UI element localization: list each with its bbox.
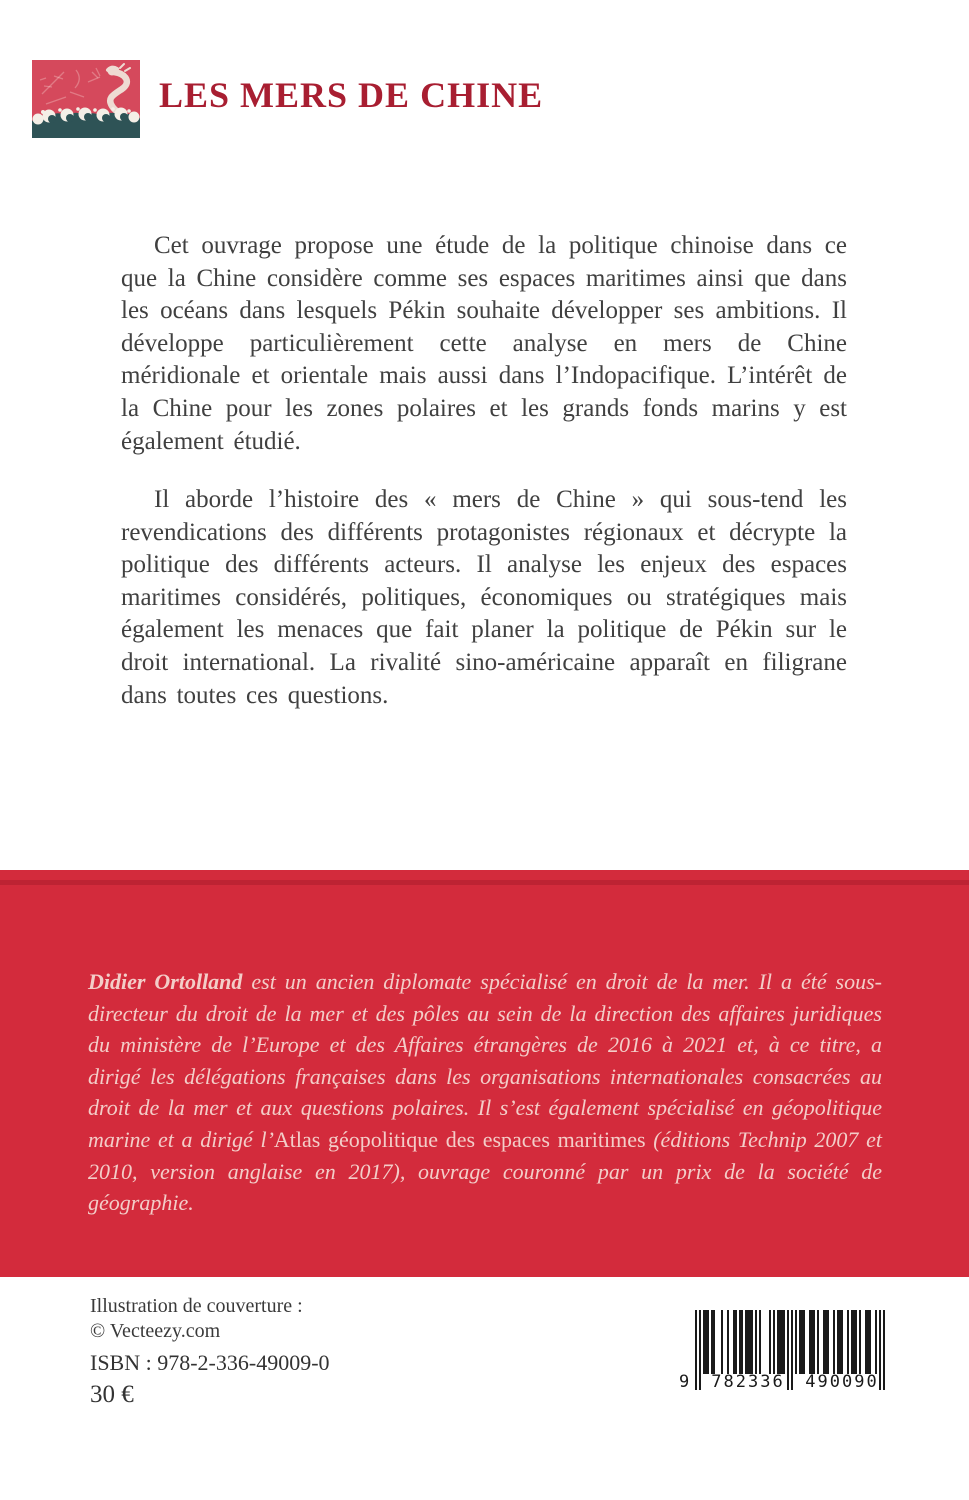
synopsis-paragraph-2: Il aborde l’histoire des « mers de Chine » qui sous-tend les revendications des différents protagonistes régionaux et décrypte la politique des différents acteurs. Il analyse les enjeux des espaces maritimes considérés, politiques, économiques ou stratégiques mais également les menaces que fait planer la politique de Pékin sur le droit international. La rivalité sino-américaine apparaît en filigrane dans toutes ces questions.	[121, 486, 847, 709]
publisher-logo	[32, 60, 140, 138]
synopsis-paragraph-1: Cet ouvrage propose une étude de la politique chinoise dans ce que la Chine considère comme ses espaces maritimes ainsi que dans les océans dans lesquels Pékin souhaite développer ses ambitions. Il développe particulièrement cette analyse en mers de Chine méridionale et orientale mais aussi dans l’Indopacifique. L’intérêt de la Chine pour les zones polaires et les grands fonds marins y est également étudié.	[121, 232, 847, 455]
book-title: LES MERS DE CHINE	[159, 75, 544, 115]
cover-credit-source: © Vecteezy.com	[90, 1320, 221, 1342]
cover-credit-label: Illustration de couverture :	[90, 1295, 303, 1317]
isbn: ISBN : 978-2-336-49009-0	[90, 1350, 330, 1375]
author-bio-text-1: est un ancien diplomate spécialisé en droit de la mer. Il a été sous-directeur du droit de la mer et des pôles au sein de la direction des affaires juridiques du ministère de l’Europe et des Affaires étrangères de 2016 à 2021 et, à ce titre, a dirigé les délégations françaises dans les organisations internationales consacrées au droit de la mer et aux questions polaires. Il s’est également spécialisé en géopolitique marine et a dirigé l’	[88, 969, 882, 1152]
price: 30 €	[90, 1381, 134, 1408]
barcode	[679, 1310, 885, 1404]
dragon-waves-icon	[32, 60, 140, 138]
atlas-book-title: Atlas géopolitique des espaces maritimes	[273, 1126, 646, 1152]
barcode-digit-group-1: 782336	[711, 1372, 785, 1392]
barcode-digit-group-2: 490090	[805, 1372, 879, 1392]
author-bio	[88, 966, 882, 1219]
author-name: Didier Ortolland	[88, 969, 243, 994]
author-bio-text-2: (éditions Technip 2007 et 2010, version anglaise en 2017), ouvrage couronné par un prix de la société de géographie.	[88, 1126, 882, 1216]
author-bio-band	[0, 870, 969, 1277]
barcode-digit-first: 9	[679, 1372, 690, 1392]
